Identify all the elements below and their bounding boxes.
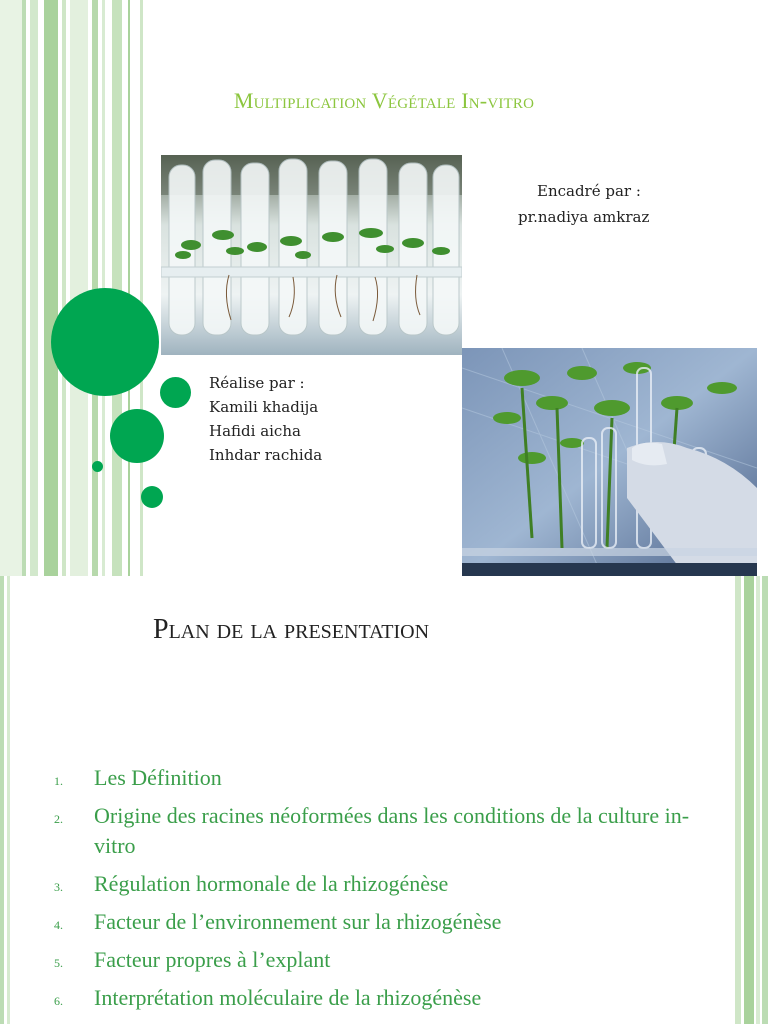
item-text: Interprétation moléculaire de la rhizogénèse — [94, 985, 482, 1010]
slide-title: Plan de la presentation — [153, 614, 430, 645]
item-text: Origine des racines néoformées dans les conditions de la culture in-vitro — [94, 803, 690, 858]
item-text: Régulation hormonale de la rhizogénèse — [94, 871, 449, 896]
item-number: 6. — [54, 994, 63, 1008]
supervisor-name: pr.nadiya amkraz — [518, 208, 650, 226]
decorative-circle — [141, 486, 163, 508]
decorative-circle — [160, 377, 191, 408]
authors-block — [209, 371, 322, 467]
list-item — [54, 907, 694, 937]
list-item — [54, 763, 694, 793]
author-name: Kamili khadija — [209, 398, 319, 416]
lab-glove-plant-tubes-photo — [462, 348, 757, 576]
author-name: Inhdar rachida — [209, 446, 323, 464]
plan-slide — [0, 576, 768, 1024]
supervisor-block — [518, 178, 649, 230]
item-number: 2. — [54, 812, 63, 826]
author-name: Hafidi aicha — [209, 422, 301, 440]
decorative-circle — [51, 288, 159, 396]
item-number: 1. — [54, 774, 63, 788]
authors-label: Réalise par : — [209, 374, 305, 392]
list-item — [54, 801, 694, 861]
decorative-circle — [110, 409, 164, 463]
item-text: Facteur de l’environnement sur la rhizogénèse — [94, 909, 502, 934]
slide-title: Multiplication Végétale In-vitro — [233, 88, 535, 113]
decorative-stripes — [0, 0, 148, 576]
item-text: Facteur propres à l’explant — [94, 947, 331, 972]
item-number: 5. — [54, 956, 63, 970]
list-item — [54, 945, 694, 975]
item-text: Les Définition — [94, 765, 222, 790]
list-item — [54, 983, 694, 1013]
item-number: 3. — [54, 880, 63, 894]
list-item — [54, 869, 694, 899]
test-tube-plantlets-photo — [161, 155, 462, 355]
decorative-circle — [92, 461, 103, 472]
item-number: 4. — [54, 918, 63, 932]
supervisor-label: Encadré par : — [537, 182, 641, 200]
outline-list — [54, 763, 694, 1021]
